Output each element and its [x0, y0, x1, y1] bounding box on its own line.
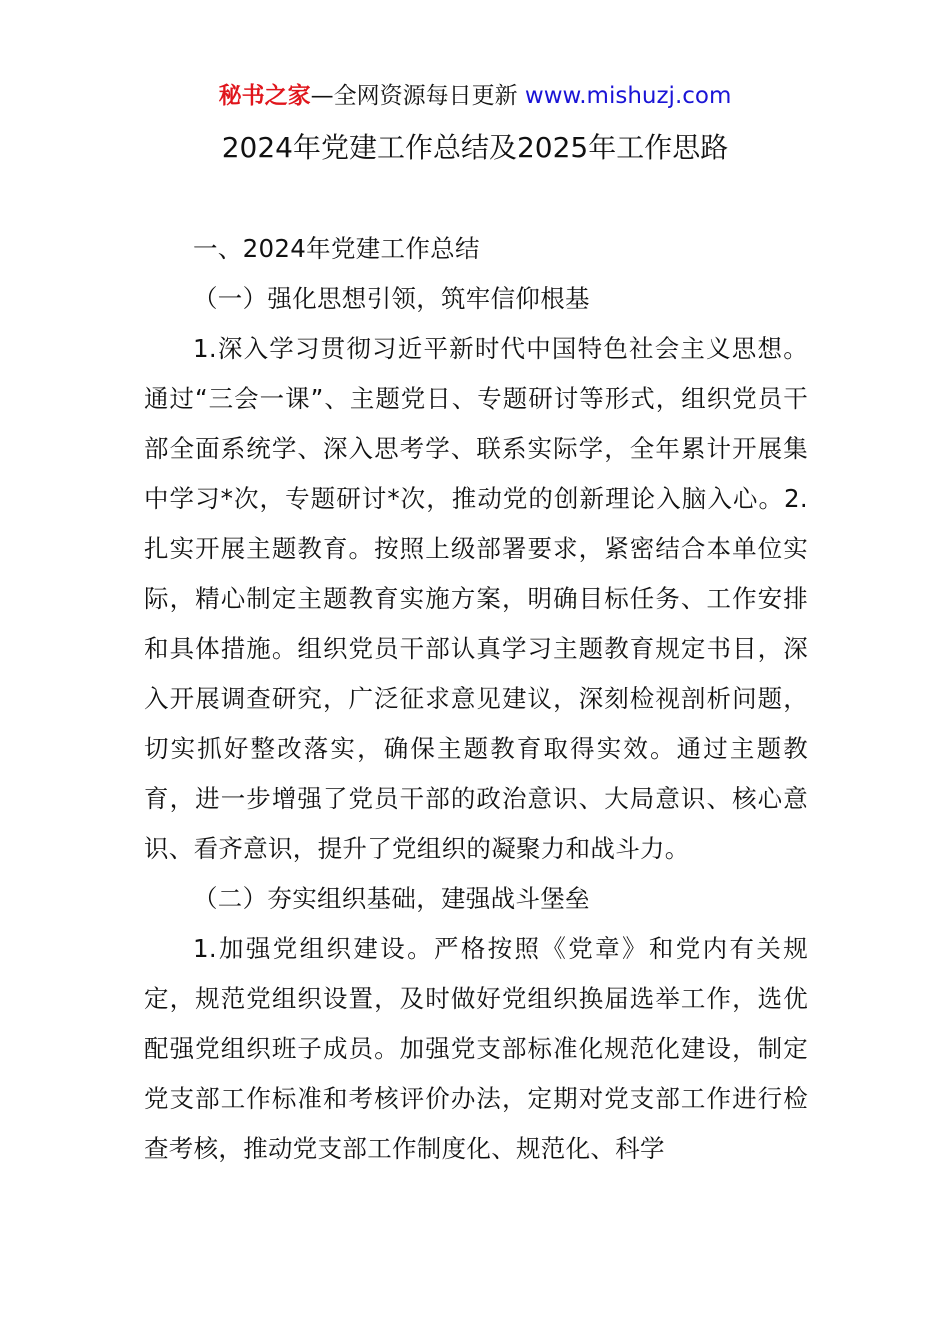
subsection-heading: （一）强化思想引领，筑牢信仰根基 [193, 284, 590, 313]
subsection-heading: （二）夯实组织基础，建强战斗堡垒 [193, 884, 590, 913]
document-title: 2024年党建工作总结及2025年工作思路 [221, 131, 729, 164]
site-link[interactable]: www.mishuzj.com [524, 83, 732, 109]
brand-name: 秘书之家 [218, 83, 311, 109]
body-paragraph: 1.深入学习贯彻习近平新时代中国特色社会主义思想。通过“三会一课”、主题党日、专题研讨等形式，组织党员干部全面系统学、深入思考学、联系实际学，全年累计开展集中学习*次，专题研讨*次，推动党的创新理论入脑入心。2.扎实开展主题教育。按照上级部署要求，紧密结合本单位实际，精心制定主题教育实施方案，明确目标任务、工作安排和具体措施。组织党员干部认真学习主题教育规定书目，深入开展调查研究，广泛征求意见建议，深刻检视剖析问题，切实抓好整改落实，确保主题教育取得实效。通过主题教育，进一步增强了党员干部的政治意识、大局意识、核心意识、看齐意识，提升了党组织的凝聚力和战斗力。 [144, 334, 808, 863]
banner-tagline: —全网资源每日更新 [310, 83, 525, 109]
document-body [144, 224, 808, 1174]
body-paragraph: 1.加强党组织建设。严格按照《党章》和党内有关规定，规范党组织设置，及时做好党组织换届选举工作，选优配强党组织班子成员。加强党支部标准化规范化建设，制定党支部工作标准和考核评价办法，定期对党支部工作进行检查考核，推动党支部工作制度化、规范化、科学 [144, 934, 808, 1163]
section-heading: 一、2024年党建工作总结 [193, 234, 480, 263]
site-banner [0, 80, 950, 112]
